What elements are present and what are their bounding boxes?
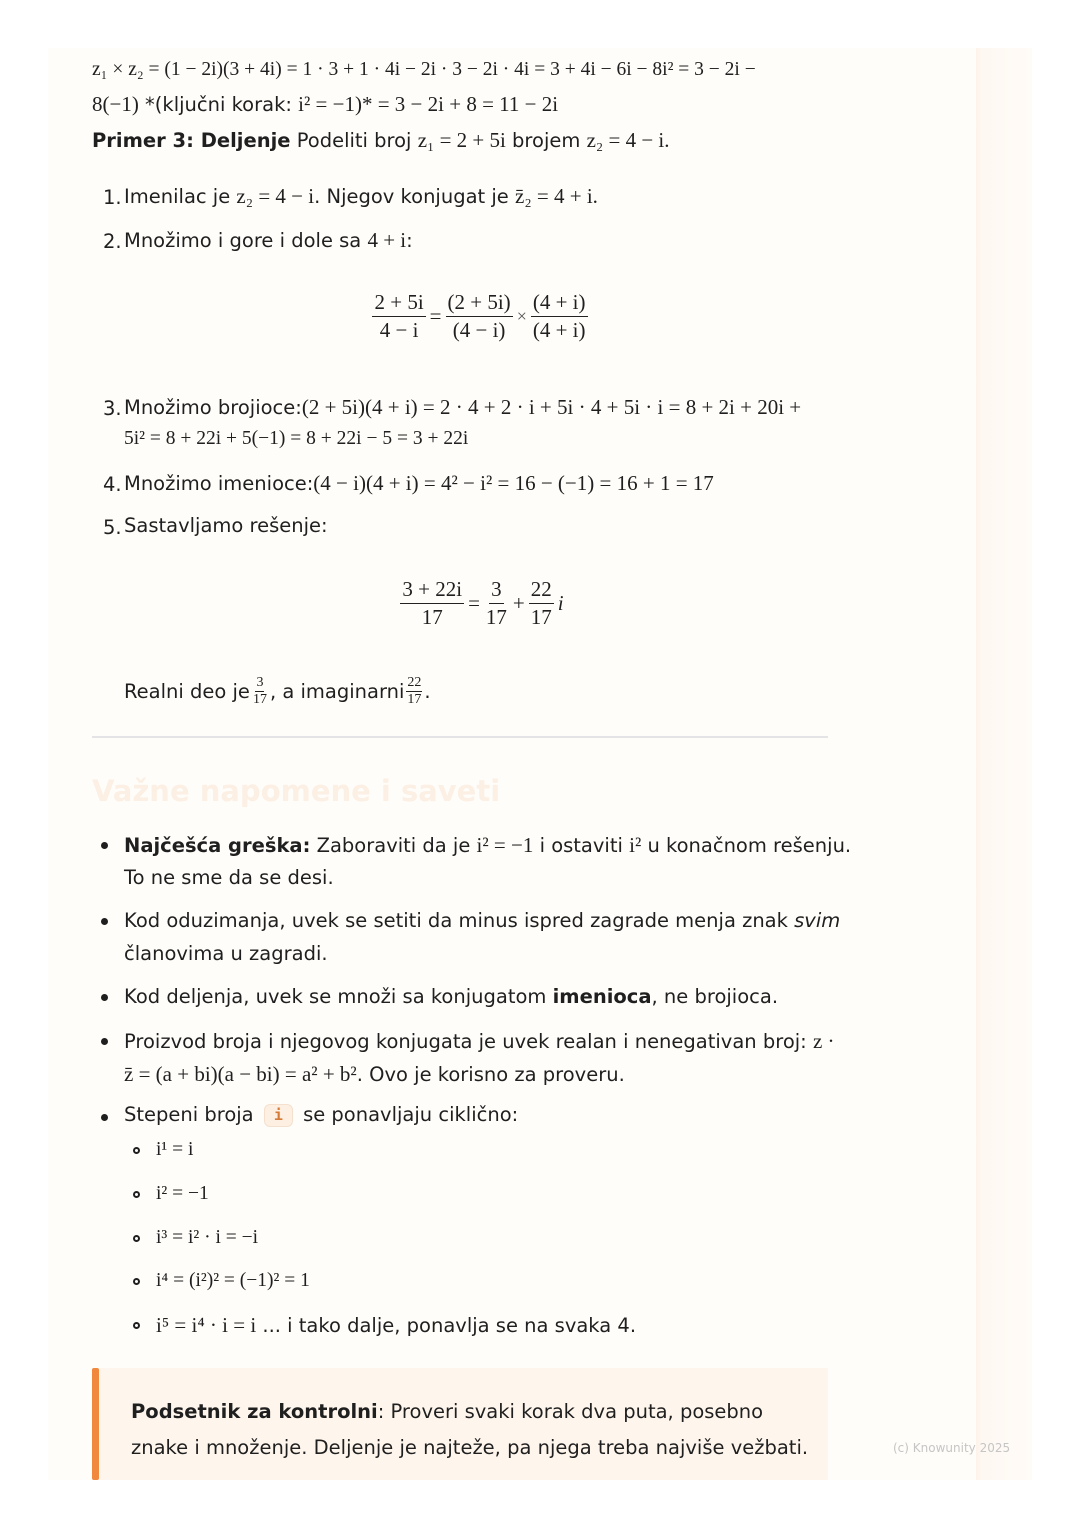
note-4	[124, 1031, 835, 1052]
denominator: 17	[252, 692, 267, 707]
times-sign: ×	[516, 306, 527, 326]
note-2-line2: članovima u zagradi.	[124, 942, 328, 965]
imaginary-unit: i	[557, 591, 564, 615]
display-equation-1	[0, 292, 960, 341]
power-item: i¹ = i	[156, 1139, 194, 1160]
step-text: Množimo i gore i dole sa	[124, 229, 368, 252]
denominator: (4 + i)	[532, 318, 586, 342]
fraction	[531, 292, 588, 341]
example2-line2	[92, 94, 558, 115]
step-3	[124, 397, 801, 418]
step-math: (2 + 5i)(4 + i) = 2 · 4 + 2 · i + 5i · 4 + 5i · i = 8 + 2i + 20i +	[301, 395, 802, 419]
plus-sign: +	[512, 591, 525, 615]
step-1	[124, 186, 598, 207]
numerator: 3	[489, 579, 504, 604]
numerator: 2 + 5i	[372, 292, 425, 317]
denominator: 17	[407, 692, 422, 707]
step-text: :	[406, 229, 413, 252]
example2-line1: z₁ × z₂ = (1 − 2i)(3 + 4i) = 1 · 3 + 1 · 4i − 2i · 3 − 2i · 4i = 3 + 4i − 6i − 8i² = 3 − 2i −	[92, 59, 756, 80]
fraction	[446, 292, 513, 341]
step-number: 3.	[103, 397, 122, 420]
step-text: Sastavljamo rešenje:	[124, 514, 328, 537]
bullet-dot	[101, 842, 108, 849]
note-math: i²	[629, 833, 642, 857]
step-text: Imenilac je	[124, 185, 237, 208]
watermark: (c) Knowunity 2025	[893, 1441, 1011, 1455]
example3-intro	[92, 130, 670, 151]
denominator: 17	[485, 605, 507, 629]
note-2	[124, 911, 840, 931]
step-number: 2.	[103, 230, 122, 253]
step-math: (4 − i)(4 + i) = 4² − i² = 16 − (−1) = 16 + 1 = 17	[313, 471, 714, 495]
callout-text	[131, 1394, 811, 1466]
power-item: i² = −1	[156, 1183, 209, 1204]
fraction-small	[252, 676, 268, 707]
fraction	[484, 579, 509, 628]
example2-math-a: 8(−1)	[92, 92, 139, 116]
numerator: 3	[256, 675, 264, 690]
note-text: , ne brojioca.	[651, 985, 779, 1008]
numerator: (4 + i)	[531, 292, 588, 317]
example3-title: Primer 3: Deljenje	[92, 129, 291, 152]
numerator: 22	[407, 675, 422, 690]
note-bold: imenioca	[552, 985, 652, 1008]
section-divider	[92, 736, 828, 738]
note-1-line2: To ne sme da se desi.	[124, 866, 334, 889]
example3-by-text: brojem	[505, 129, 587, 152]
equals-sign: =	[429, 304, 442, 328]
power-text: ... i tako dalje, ponavlja se na svaka 4.	[256, 1314, 637, 1337]
note-4-line2	[124, 1064, 625, 1085]
fraction	[372, 292, 425, 341]
note-math: z ·	[812, 1029, 835, 1053]
fraction-small	[406, 676, 422, 707]
step-text: Množimo imenioce:	[124, 472, 314, 495]
note-5	[124, 1104, 518, 1127]
note-emphasis: svim	[794, 909, 841, 932]
step-number: 1.	[103, 186, 122, 209]
step-number: 4.	[103, 473, 122, 496]
step-number: 5.	[103, 516, 122, 539]
note-text: Stepeni broja	[124, 1103, 260, 1126]
callout-accent-bar	[92, 1368, 99, 1480]
equals-sign: =	[468, 591, 480, 615]
fraction	[529, 579, 554, 628]
power-item: i³ = i² · i = −i	[156, 1227, 259, 1248]
power-math: i⁵ = i⁴ · i = i	[156, 1313, 257, 1337]
denominator: 4 − i	[379, 318, 419, 342]
result-line	[124, 676, 431, 707]
inline-code: i	[264, 1104, 293, 1127]
sub-bullet-ring	[133, 1191, 140, 1198]
denominator: (4 − i)	[452, 318, 506, 342]
example2-math-b: i² = −1)* = 3 − 2i + 8 = 11 − 2i	[298, 92, 559, 116]
example2-text: *(ključni korak:	[138, 93, 299, 116]
step-3-continuation: 5i² = 8 + 22i + 5(−1) = 8 + 22i − 5 = 3 + 22i	[124, 428, 469, 449]
example3-intro-text: Podeliti broj	[290, 129, 418, 152]
section-heading: Važne napomene i saveti	[92, 774, 501, 808]
note-math: i² = −1	[476, 833, 534, 857]
note-math: z̄ = (a + bi)(a − bi) = a² + b²	[124, 1062, 357, 1086]
callout-body: : Proveri svaki korak dva puta, posebno znake i množenje. Deljenje je najteže, pa njega treba najviše vežbati.	[131, 1400, 809, 1459]
callout-bold: Podsetnik za kontrolni	[131, 1400, 378, 1423]
sub-bullet-ring	[133, 1235, 140, 1242]
example3-z2: z₂ = 4 − i.	[586, 128, 670, 152]
note-text: Kod oduzimanja, uvek se setiti da minus ispred zagrade menja znak	[124, 909, 795, 932]
step-text: Množimo brojioce:	[124, 396, 302, 419]
denominator: 17	[530, 605, 552, 629]
step-text: . Njegov konjugat je	[314, 185, 515, 208]
bullet-dot	[101, 994, 108, 1001]
step-math: z₂ = 4 − i	[236, 184, 315, 208]
numerator: 22	[529, 579, 554, 604]
note-text: u konačnom rešenju.	[641, 834, 852, 857]
bullet-dot	[101, 1038, 108, 1045]
note-text: Kod deljenja, uvek se množi sa konjugatom	[124, 985, 553, 1008]
note-3	[124, 987, 778, 1007]
step-math: z̄₂ = 4 + i.	[515, 184, 598, 208]
note-1	[124, 835, 851, 856]
numerator: (2 + 5i)	[446, 292, 513, 317]
result-text: , a imaginarni	[269, 679, 405, 703]
sub-bullet-ring	[133, 1147, 140, 1154]
note-text: Zaboraviti da je	[310, 834, 477, 857]
power-item: i⁴ = (i²)² = (−1)² = 1	[156, 1270, 310, 1291]
step-2	[124, 230, 413, 251]
step-math: 4 + i	[367, 228, 407, 252]
step-5	[124, 516, 328, 536]
numerator: 3 + 22i	[400, 579, 464, 604]
sub-bullet-ring	[133, 1322, 140, 1329]
reminder-callout	[92, 1368, 828, 1480]
note-text: Proizvod broja i njegovog konjugata je uvek realan i nenegativan broj:	[124, 1030, 813, 1053]
example3-z1: z₁ = 2 + 5i	[417, 128, 506, 152]
bullet-dot	[101, 1114, 108, 1121]
sub-bullet-ring	[133, 1278, 140, 1285]
denominator: 17	[421, 605, 443, 629]
page-margin-strip	[976, 48, 1032, 1480]
note-text: se ponavljaju ciklično:	[296, 1103, 519, 1126]
step-4	[124, 473, 714, 494]
page-sheet	[48, 48, 1032, 1480]
power-item	[156, 1315, 636, 1336]
note-text: i ostaviti	[533, 834, 630, 857]
note-text: . Ovo je korisno za proveru.	[356, 1063, 625, 1086]
display-equation-2	[0, 579, 960, 628]
fraction	[400, 579, 464, 628]
bullet-dot	[101, 918, 108, 925]
note-bold: Najčešća greška:	[124, 834, 311, 857]
result-text: .	[424, 679, 431, 703]
result-text: Realni deo je	[124, 679, 250, 703]
